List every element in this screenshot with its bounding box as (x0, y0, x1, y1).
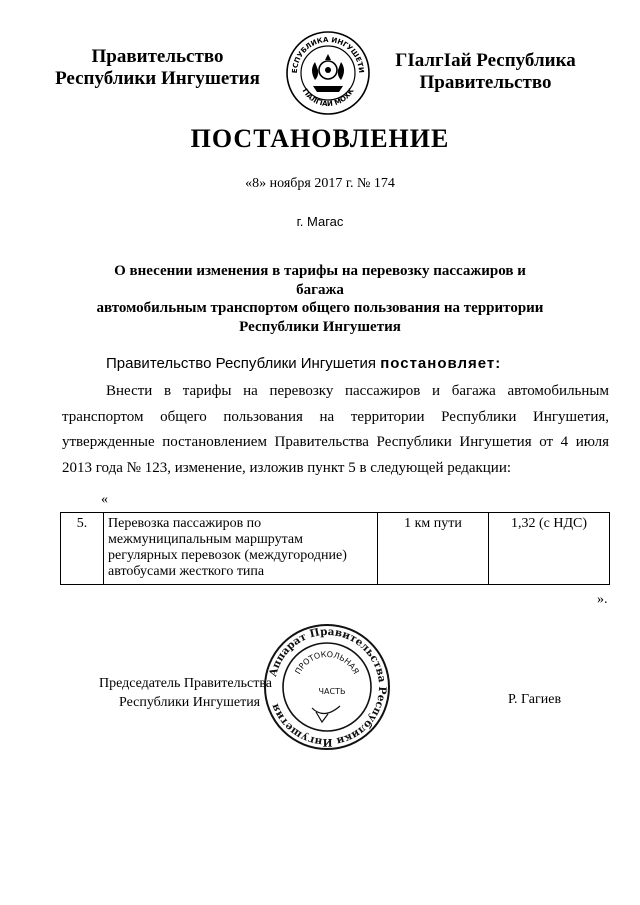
quote-open: « (101, 492, 108, 507)
stamp-icon (262, 622, 392, 752)
subject-line-1: О внесении изменения в тарифы на перевозку пассажиров и багажа (114, 263, 526, 298)
emblem-icon (285, 30, 371, 116)
row-rate: 1,32 (с НДС) (489, 513, 610, 585)
signatory-title-line2: Республики Ингушетия (119, 695, 261, 710)
header-right-line2: Правительство (419, 72, 552, 93)
subject-line-2: автомобильным транспортом общего пользования на территории (96, 300, 544, 316)
svg-text:ЧАСТЬ: ЧАСТЬ (318, 687, 346, 696)
signatory-name: Р. Гагиев (508, 692, 562, 707)
preamble-text: Правительство Республики Ингушетия (106, 355, 381, 372)
svg-text:ПРОТОКОЛЬНАЯ: ПРОТОКОЛЬНАЯ (293, 649, 361, 676)
document-city: г. Магас (296, 214, 344, 229)
table-row (61, 513, 610, 585)
header-right-line1: ГIалгIай Республика (395, 50, 576, 71)
header-right (378, 50, 593, 94)
row-number: 5. (61, 513, 104, 585)
document-subject (90, 262, 550, 336)
signatory-title (99, 674, 272, 712)
svg-text:РЕСПУБЛИКА ИНГУШЕТИЯ: ЕСПУБЛИКА ИНГУШЕТИ (290, 35, 366, 74)
signatory-title-line1: Председатель Правительства (99, 676, 272, 691)
document-title: ПОСТАНОВЛЕНИЕ (190, 124, 450, 153)
header-left-line2: Республики Ингушетия (55, 68, 260, 89)
quote-close: ». (597, 592, 608, 607)
tariff-table (60, 512, 610, 585)
preamble-bold: постановляет: (380, 355, 502, 372)
row-unit: 1 км пути (378, 513, 489, 585)
preamble (106, 355, 501, 372)
header-left-line1: Правительство (91, 46, 224, 67)
subject-line-3: Республики Ингушетия (239, 318, 401, 335)
body-paragraph: Внести в тарифы на перевозку пассажиров и багажа автомобильным транспортом общего пользования на территории Республики Ингушетия, утвержденные постановлением Правительства Республики Ингушетия от 4 июля 2013 года № 123, изменение, изложив пункт 5 в следующей редакции: (62, 383, 609, 476)
svg-text:Аппарат Правительства Республи: Аппарат Правительства Республики Ингушетия (267, 625, 389, 749)
header-left (40, 46, 275, 90)
row-description: Перевозка пассажиров по межмуниципальным маршрутам регулярных перевозок (междугородние) автобусами жесткого типа (104, 513, 378, 585)
document-date-number: «8» ноября 2017 г. № 174 (245, 176, 395, 191)
svg-text:ГIАЛГIАЙ МОХК: ГIАЛГIАЙ МОХК (300, 87, 356, 109)
